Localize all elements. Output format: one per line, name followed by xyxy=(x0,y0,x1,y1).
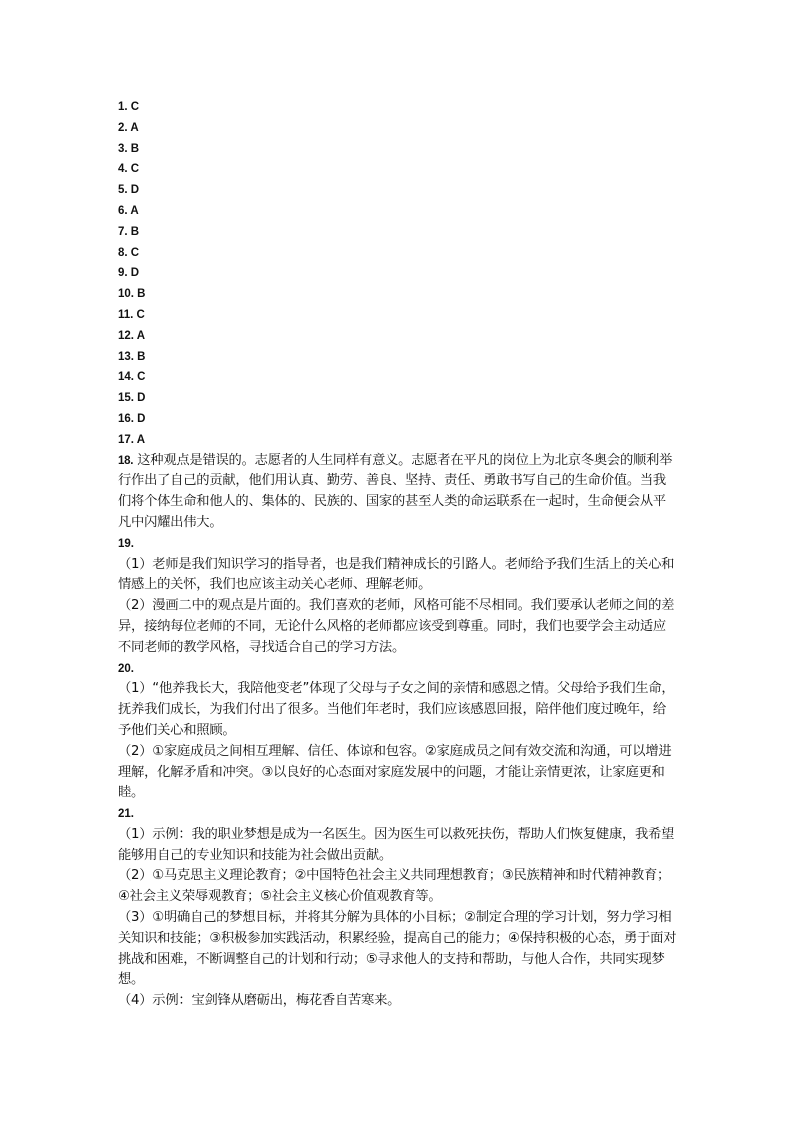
question-number: 20. xyxy=(118,662,134,675)
sub-answer-2: （2）①马克思主义理论教育；②中国特色社会主义共同理想教育；③民族精神和时代精神教育；④社会主义荣辱观教育；⑤社会主义核心价值观教育等。 xyxy=(118,868,671,905)
sub-answer-1: （1）示例：我的职业梦想是成为一名医生。因为医生可以救死扶伤，帮助人们恢复健康，我希望能够用自己的专业知识和技能为社会做出贡献。 xyxy=(118,826,675,863)
mc-answer-3: 3. B xyxy=(118,142,140,155)
sub-answer-1: （1）老师是我们知识学习的指导者，也是我们精神成长的引路人。老师给予我们生活上的关心和情感上的关怀，我们也应该主动关心老师、理解老师。 xyxy=(118,556,675,593)
sub-answer-3: （3）①明确自己的梦想目标，并将其分解为具体的小目标；②制定合理的学习计划，努力学习相关知识和技能；③积极参加实践活动，积累经验，提高自己的能力；④保持积极的心态，勇于面对挑战和困难，不断调整自己的计划和行动；⑤寻求他人的支持和帮助，与他人合作，共同实现梦想。 xyxy=(118,910,677,988)
sub-answer-2: （2）漫画二中的观点是片面的。我们喜欢的老师，风格可能不尽相同。我们要承认老师之间的差异，接纳每位老师的不同，无论什么风格的老师都应该受到尊重。同时，我们也要学会主动适应不同老师的教学风格，寻找适合自己的学习方法。 xyxy=(118,598,675,655)
question-number: 21. xyxy=(118,808,134,821)
mc-answer-16: 16. D xyxy=(118,412,146,425)
mc-answer-12: 12. A xyxy=(118,329,146,342)
question-20 xyxy=(118,659,678,805)
mc-answer-10: 10. B xyxy=(118,288,146,301)
question-19 xyxy=(118,534,678,659)
mc-answer-11: 11. C xyxy=(118,308,145,321)
mc-answer-6: 6. A xyxy=(118,204,139,217)
mc-answer-7: 7. B xyxy=(118,225,140,238)
answer-text: 这种观点是错误的。志愿者的人生同样有意义。志愿者在平凡的岗位上为北京冬奥会的顺利举行作出了自己的贡献，他们用认真、勤劳、善良、坚持、责任、勇敢书写自己的生命价值。当我们将个体生命和他人的、集体的、民族的、国家的甚至人类的命运联系在一起时，生命便会从平凡中闪耀出伟大。 xyxy=(118,452,673,530)
mc-answer-15: 15. D xyxy=(118,392,146,405)
mc-answer-17: 17. A xyxy=(118,433,146,446)
question-18 xyxy=(118,451,678,534)
mc-answer-1: 1. C xyxy=(118,101,140,113)
question-number: 18. xyxy=(118,454,134,467)
mc-answer-5: 5. D xyxy=(118,184,140,197)
sub-answer-4: （4）示例：宝剑锋从磨砺出，梅花香自苦寒来。 xyxy=(118,993,401,1009)
multiple-choice-answers xyxy=(118,97,678,451)
question-number: 19. xyxy=(118,537,134,550)
answer-sheet xyxy=(118,97,678,1012)
mc-answer-14: 14. C xyxy=(118,371,146,384)
mc-answer-2: 2. A xyxy=(118,121,139,134)
mc-answer-13: 13. B xyxy=(118,350,146,363)
mc-answer-9: 9. D xyxy=(118,267,140,280)
mc-answer-8: 8. C xyxy=(118,246,140,259)
sub-answer-1: （1）“他养我长大，我陪他变老”体现了父母与子女之间的亲情和感恩之情。父母给予我们生命，抚养我们成长，为我们付出了很多。当他们年老时，我们应该感恩回报，陪伴他们度过晚年，给予他们关心和照顾。 xyxy=(118,681,675,738)
mc-answer-4: 4. C xyxy=(118,163,140,176)
sub-answer-2: （2）①家庭成员之间相互理解、信任、体谅和包容。②家庭成员之间有效交流和沟通，可以增进理解，化解矛盾和冲突。③以良好的心态面对家庭发展中的问题，才能让亲情更浓，让家庭更和睦。 xyxy=(118,743,672,801)
question-21 xyxy=(118,804,678,1012)
